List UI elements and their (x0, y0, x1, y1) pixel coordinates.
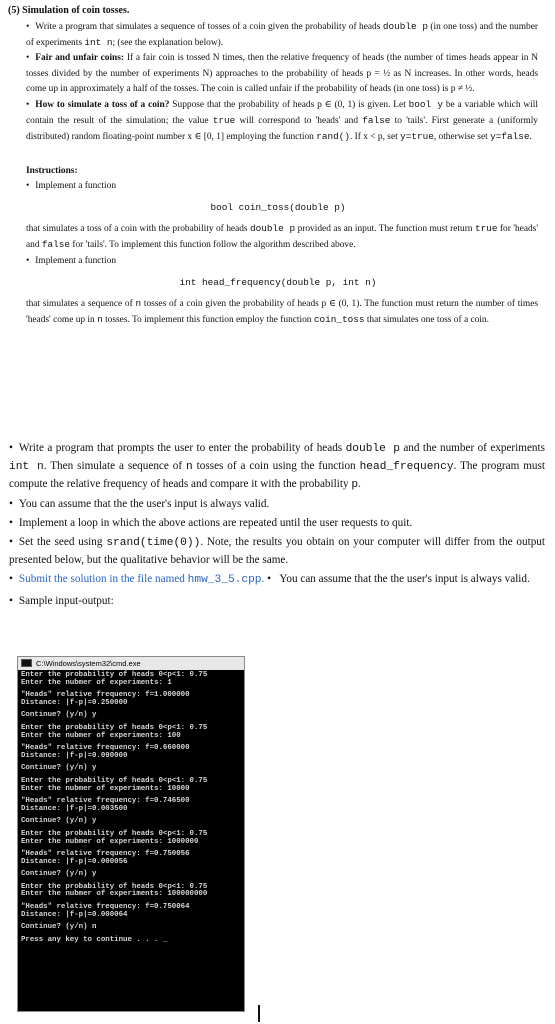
console-line: Continue? (y/n) y (21, 817, 97, 826)
detail-item-3: • Implement a loop in which the above actions are repeated until the user requests to quit. (9, 515, 545, 532)
console-line: Enter the probability of heads 0<p<1: 0.75 (21, 829, 208, 838)
console-icon (21, 659, 32, 667)
detail-item-5: • Submit the solution in the file named hmw_3_5.cpp. • You can assume that the the user's input is always valid. (9, 571, 545, 589)
console-line: "Heads" relative frequency: f=0.750064 (21, 903, 190, 912)
fair-unfair-paragraph: • Fair and unfair coins: If a fair coin is tossed N times, then the relative frequency of heads (the number of times heads appear in N tosses divided by the number of experiments N) approaches to the probability of heads p = ½ as N increases. In other words, heads come up in approximately a half of the tosses. The coin is called unfair if the probability of heads (in one toss) is p ≠ ½. (8, 51, 548, 97)
intro-paragraph: • Write a program that simulates a sequence of tosses of a coin given the probability of heads double p (in one toss) and the number of experiments int n; (see the explanation below). (8, 19, 548, 51)
console-line: Distance: |f-p|=0.000064 (21, 910, 128, 919)
coin-toss-description: that simulates a toss of a coin with the probability of heads double p provided as an input. The function must return true for 'heads' and false for 'tails'. To implement this function follow the algorithm described above. (26, 223, 539, 251)
console-line: Distance: |f-p|=0.090000 (21, 751, 128, 760)
console-line: Continue? (y/n) y (21, 711, 97, 720)
bullet-icon (9, 442, 19, 454)
console-window (17, 656, 245, 1012)
console-line: Enter the probability of heads 0<p<1: 0.75 (21, 882, 208, 891)
console-line: "Heads" relative frequency: f=0.746500 (21, 797, 190, 806)
console-line: "Heads" relative frequency: f=1.000000 (21, 691, 190, 700)
detail-item-2: • You can assume that the the user's input is always valid. (9, 496, 545, 513)
code-head-frequency: int head_frequency(double p, int n) (179, 276, 377, 288)
console-line: Continue? (y/n) y (21, 870, 97, 879)
detail-item-1: • Write a program that prompts the user to enter the probability of heads double p and the number of experiments int n. Then simulate a sequence of n tosses of a coin using the function head_frequency. The program must compute the relative frequency of heads and compare it with the probability p. (9, 440, 545, 494)
console-line: Distance: |f-p|=0.003500 (21, 804, 128, 813)
console-line: "Heads" relative frequency: f=0.660000 (21, 744, 190, 753)
bullet-icon (9, 573, 19, 585)
console-line: Enter the probability of heads 0<p<1: 0.75 (21, 723, 208, 732)
console-line: Enter the probability of heads 0<p<1: 0.75 (21, 776, 208, 785)
bullet-icon (9, 517, 19, 529)
console-line: Enter the nubmer of experiments: 100 (21, 731, 181, 740)
instruction-item-1: • Implement a function (8, 179, 548, 194)
detail-item-4: • Set the seed using srand(time(0)). Note, the results you obtain on your computer will differ from the output presented below, but the qualitative behavior will be the same. (9, 534, 545, 569)
console-title: C:\Windows\system32\cmd.exe (36, 659, 141, 668)
bullet-icon (9, 595, 19, 607)
console-line: Enter the nubmer of experiments: 100000000 (21, 890, 208, 899)
bullet-icon (267, 573, 277, 585)
bullet-icon (26, 22, 35, 32)
console-line: Enter the nubmer of experiments: 10000 (21, 784, 190, 793)
bullet-icon (9, 498, 19, 510)
bullet-icon (26, 53, 35, 63)
submit-filename: hmw_3_5.cpp (187, 574, 262, 586)
instruction-item-2: • Implement a function (8, 254, 548, 269)
submit-instruction: Submit the solution in the file named (18, 573, 188, 585)
problem-statement (8, 0, 548, 328)
head-frequency-description: that simulates a sequence of n tosses of a coin given the probability of heads p ∈ (0, 1). The function must return the number of times 'heads' come up in n tosses. To implement this function employ the function coin_toss that simulates one toss of a coin. (26, 298, 539, 326)
console-line: Continue? (y/n) y (21, 764, 97, 773)
bullet-icon (26, 100, 35, 110)
console-line: "Heads" relative frequency: f=0.750056 (21, 850, 190, 859)
code-coin-toss: bool coin_toss(double p) (210, 202, 346, 214)
how-to-simulate-paragraph: • How to simulate a toss of a coin? Suppose that the probability of heads p ∈ (0, 1) is given. Let bool y be a variable which will contain the result of the simulation; the value true will correspond to 'heads' and false to 'tails'. First generate a (uniformly distributed) random floating-point number x ∈ [0, 1] employing the function rand(). If x < p, set y=true, otherwise set y=false. (8, 97, 548, 146)
bullet-icon (9, 536, 19, 548)
bullet-icon (26, 181, 35, 191)
instructions-heading: Instructions: (26, 165, 78, 176)
console-title-bar (18, 657, 244, 670)
problem-title: (5) Simulation of coin tosses. (8, 5, 130, 16)
assignment-details (0, 440, 545, 612)
console-line: Enter the probability of heads 0<p<1: 0.75 (21, 671, 208, 679)
detail-item-6: • Sample input-output: (9, 593, 545, 610)
text-cursor-icon (258, 1005, 260, 1022)
console-line: Distance: |f-p|=0.250000 (21, 698, 128, 707)
console-line: Enter the nubmer of experiments: 1000000 (21, 837, 199, 846)
console-output (18, 670, 244, 946)
console-line: Distance: |f-p|=0.000056 (21, 857, 128, 866)
console-line: Press any key to continue . . . _ (21, 935, 168, 944)
bullet-icon (26, 256, 35, 266)
console-line: Enter the nubmer of experiments: 1 (21, 678, 172, 687)
console-line: Continue? (y/n) n (21, 923, 97, 932)
